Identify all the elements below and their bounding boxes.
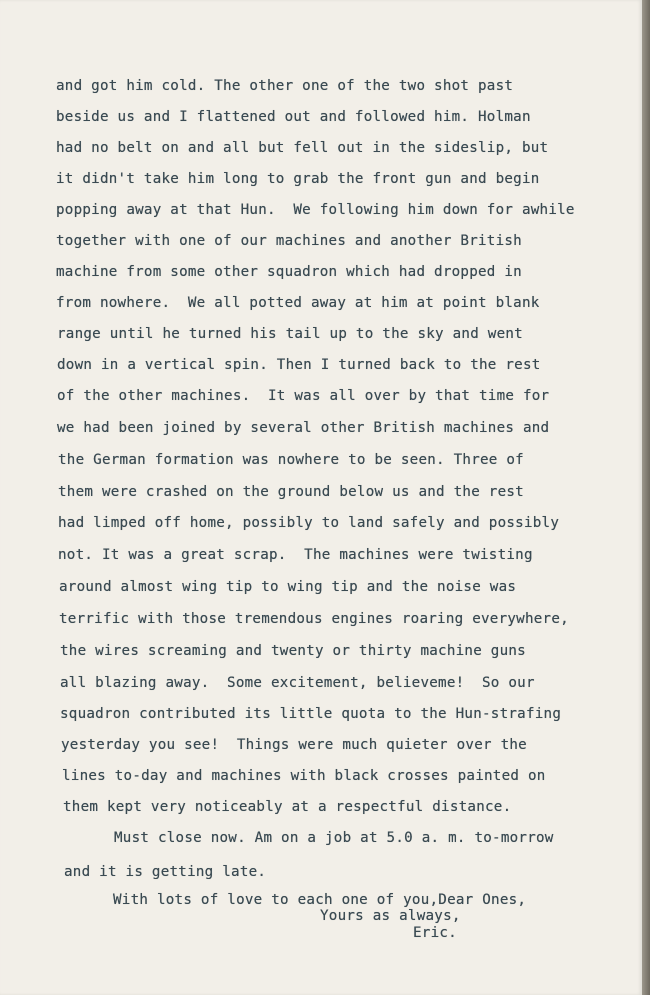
letter-line-10: down in a vertical spin. Then I turned back to the rest	[57, 357, 541, 373]
closing-signoff: Yours as always,	[320, 908, 461, 924]
letter-line-15: had limped off home, possibly to land safely and possibly	[58, 515, 560, 531]
letter-line-8: from nowhere. We all potted away at him at point blank	[56, 295, 540, 311]
letter-line-14: them were crashed on the ground below us and the rest	[58, 484, 524, 500]
letter-line-4: it didn't take him long to grab the front gun and begin	[56, 171, 540, 187]
letter-line-20: all blazing away. Some excitement, believeme! So our	[60, 675, 535, 691]
letter-line-5: popping away at that Hun. We following him down for awhile	[56, 202, 575, 218]
closing-line: With lots of love to each one of you,Dear Ones,	[113, 892, 527, 908]
page-edge	[642, 0, 650, 995]
letter-line-17: around almost wing tip to wing tip and the noise was	[59, 579, 517, 595]
letter-line-2: beside us and I flattened out and followed him. Holman	[56, 109, 531, 125]
signature-name: Eric.	[413, 925, 457, 941]
letter-line-19: the wires screaming and twenty or thirty machine guns	[60, 643, 526, 659]
letter-line-3: had no belt on and all but fell out in the sideslip, but	[56, 140, 549, 156]
letter-line-24: them kept very noticeably at a respectful distance.	[63, 799, 512, 815]
letter-line-13: the German formation was nowhere to be seen. Three of	[58, 452, 524, 468]
letter-line-12: we had been joined by several other British machines and	[57, 420, 550, 436]
letter-line-25: Must close now. Am on a job at 5.0 a. m. to-morrow	[114, 830, 554, 846]
letter-line-16: not. It was a great scrap. The machines were twisting	[58, 547, 533, 563]
letter-line-7: machine from some other squadron which had dropped in	[56, 264, 522, 280]
letter-line-18: terrific with those tremendous engines roaring everywhere,	[59, 611, 569, 627]
letter-line-26: and it is getting late.	[64, 864, 267, 880]
letter-line-1: and got him cold. The other one of the two shot past	[56, 78, 514, 94]
letter-line-21: squadron contributed its little quota to the Hun-strafing	[60, 706, 562, 722]
letter-line-9: range until he turned his tail up to the sky and went	[57, 326, 523, 342]
letter-line-23: lines to-day and machines with black crosses painted on	[62, 768, 546, 784]
letter-line-22: yesterday you see! Things were much quieter over the	[61, 737, 527, 753]
letter-line-11: of the other machines. It was all over by that time for	[57, 388, 550, 404]
letter-line-6: together with one of our machines and another British	[56, 233, 522, 249]
